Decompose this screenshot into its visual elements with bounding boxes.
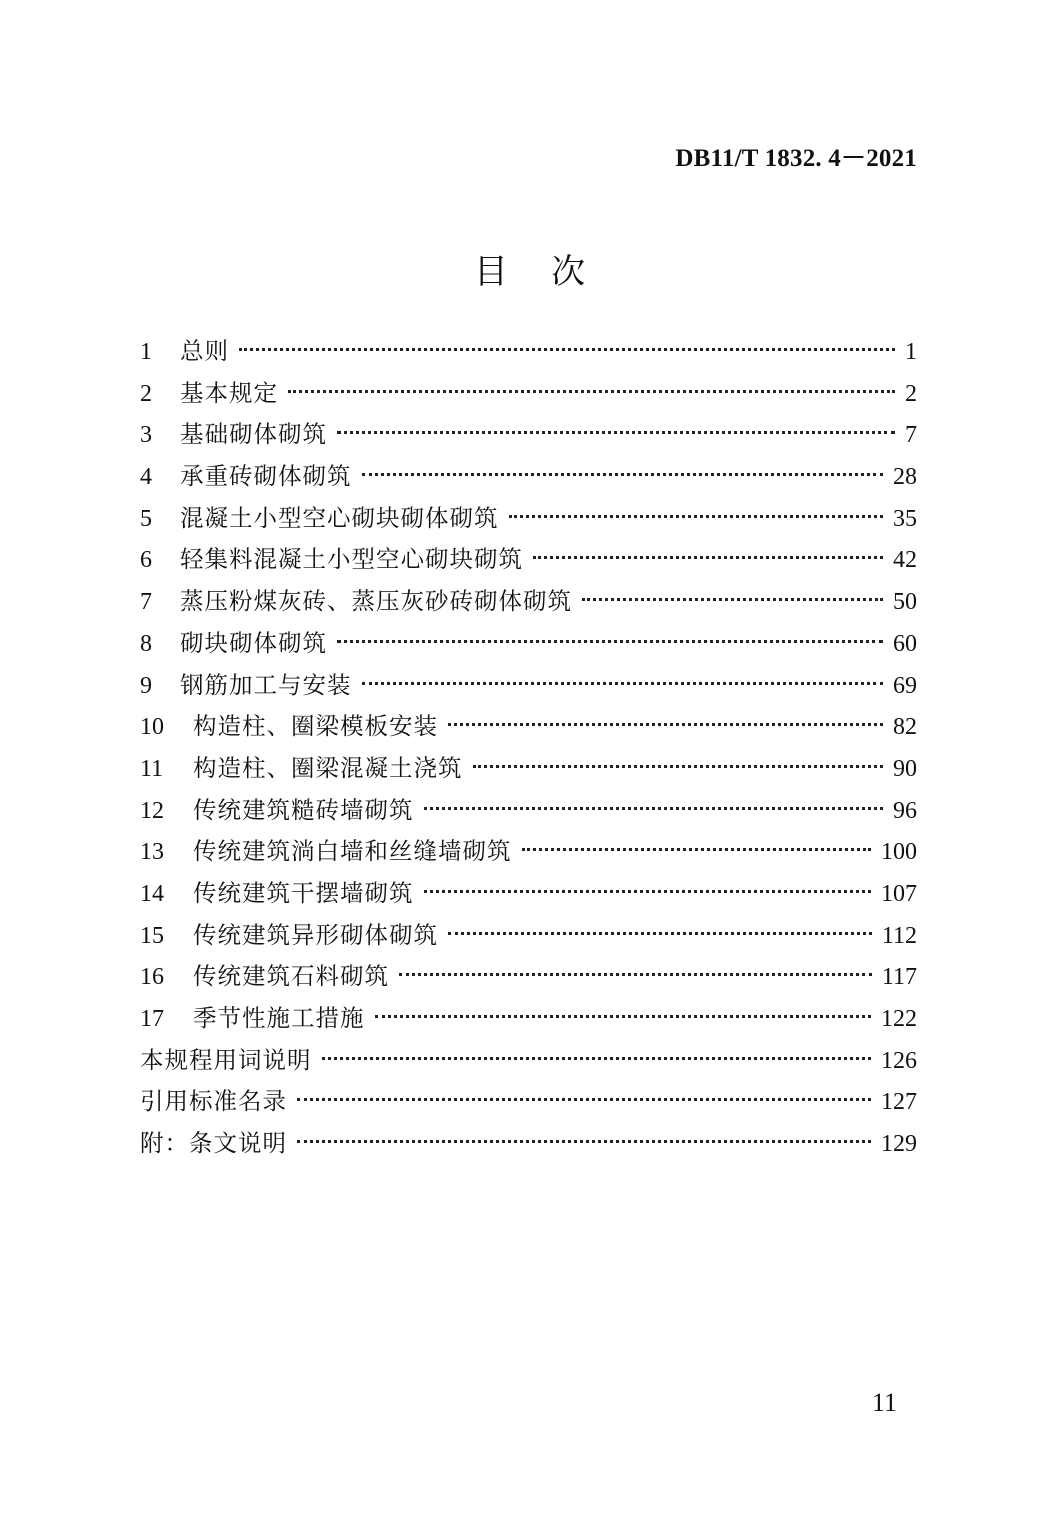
toc-entry-title: 基础砌体砌筑 — [180, 420, 327, 449]
toc-entry[interactable] — [140, 414, 917, 456]
toc-entry-title: 附：条文说明 — [140, 1129, 287, 1158]
toc-entry[interactable] — [140, 498, 917, 540]
dot-leader — [424, 890, 872, 893]
toc-entry-title: 引用标准名录 — [140, 1087, 287, 1116]
toc-entry-page: 69 — [893, 672, 917, 699]
toc-entry[interactable] — [140, 665, 917, 707]
dot-leader — [448, 932, 872, 935]
toc-entry-page: 126 — [881, 1047, 917, 1074]
dot-leader — [582, 598, 883, 601]
toc-entry[interactable] — [140, 456, 917, 498]
dot-leader — [288, 390, 895, 393]
dot-leader — [522, 848, 872, 851]
toc-entry-title: 传统建筑淌白墙和丝缝墙砌筑 — [193, 837, 512, 866]
dot-leader — [297, 1098, 871, 1101]
toc-entry-page: 28 — [893, 464, 917, 491]
toc-entry[interactable] — [140, 539, 917, 581]
dot-leader — [322, 1057, 872, 1060]
toc-entry-page: 122 — [881, 1006, 917, 1032]
toc-entry-title: 传统建筑异形砌体砌筑 — [193, 920, 438, 949]
dot-leader — [337, 640, 883, 643]
toc-entry-number: 5 — [140, 505, 152, 532]
dot-leader — [239, 348, 895, 351]
toc-entry-title: 轻集料混凝土小型空心砌块砌筑 — [180, 545, 523, 574]
toc-entry-number: 3 — [140, 422, 152, 449]
toc-entry-number: 8 — [140, 630, 152, 657]
toc-entry-page: 100 — [881, 839, 917, 866]
dot-leader — [424, 807, 884, 810]
toc-entry-number: 11 — [140, 755, 164, 782]
toc-entry-title: 基本规定 — [180, 378, 278, 407]
toc-entry-page: 35 — [893, 505, 917, 532]
toc-entry-title: 总则 — [180, 337, 229, 365]
toc-entry-page: 90 — [893, 755, 917, 782]
toc-entry-page: 96 — [893, 797, 917, 824]
toc-entry-number: 9 — [140, 672, 152, 699]
dot-leader — [448, 723, 883, 726]
toc-entry-number: 13 — [140, 839, 164, 866]
toc-entry[interactable] — [140, 831, 917, 873]
toc-entry-title: 承重砖砌体砌筑 — [180, 462, 352, 491]
toc-entry-title: 混凝土小型空心砌块砌体砌筑 — [180, 503, 499, 532]
standard-code: DB11/T 1832. 4－2021 — [675, 145, 917, 172]
toc-entry-page: 117 — [881, 964, 917, 991]
toc-entry[interactable] — [140, 1040, 917, 1082]
toc-entry[interactable] — [140, 1123, 917, 1165]
toc-entry[interactable] — [140, 915, 917, 957]
toc-entry-title: 传统建筑石料砌筑 — [193, 962, 389, 991]
toc-entry-page: 112 — [881, 922, 917, 949]
toc-entry-page: 107 — [881, 880, 917, 907]
toc-entry-page: 60 — [893, 630, 917, 657]
toc-entry-page: 2 — [905, 380, 917, 407]
dot-leader — [337, 431, 895, 434]
dot-leader — [362, 473, 884, 476]
toc-entry[interactable] — [140, 331, 917, 373]
toc-entry-number: 1 — [140, 339, 152, 365]
toc-entry-title: 砌块砌体砌筑 — [180, 628, 327, 657]
toc-entry[interactable] — [140, 706, 917, 748]
toc-entry-page: 127 — [881, 1089, 917, 1116]
toc-entry-number: 10 — [140, 714, 164, 741]
toc-entry[interactable] — [140, 873, 917, 915]
page-number: 11 — [871, 1388, 897, 1417]
toc-entry-title: 构造柱、圈梁模板安装 — [193, 712, 438, 741]
toc-entry-number: 12 — [140, 797, 164, 824]
toc-entry-number: 4 — [140, 464, 152, 491]
toc-entry-title: 传统建筑糙砖墙砌筑 — [193, 795, 414, 824]
toc-entry-number: 14 — [140, 880, 164, 907]
table-of-contents — [140, 331, 917, 1165]
toc-entry-title: 构造柱、圈梁混凝土浇筑 — [193, 753, 463, 782]
dot-leader — [473, 765, 884, 768]
toc-entry-number: 16 — [140, 964, 164, 991]
toc-entry-number: 15 — [140, 922, 164, 949]
toc-entry-number: 7 — [140, 589, 152, 616]
toc-entry[interactable] — [140, 748, 917, 790]
toc-entry[interactable] — [140, 790, 917, 832]
dot-leader — [297, 1140, 871, 1143]
toc-entry[interactable] — [140, 581, 917, 623]
toc-entry[interactable] — [140, 956, 917, 998]
toc-entry-title: 蒸压粉煤灰砖、蒸压灰砂砖砌体砌筑 — [180, 587, 572, 616]
dot-leader — [533, 556, 883, 559]
toc-entry[interactable] — [140, 998, 917, 1040]
toc-entry-page: 1 — [905, 339, 917, 365]
dot-leader — [375, 1015, 872, 1018]
toc-entry[interactable] — [140, 623, 917, 665]
toc-entry[interactable] — [140, 1081, 917, 1123]
toc-title: 目 次 — [473, 252, 586, 292]
toc-entry-number: 2 — [140, 380, 152, 407]
toc-entry-page: 50 — [893, 589, 917, 616]
toc-entry-title: 季节性施工措施 — [193, 1004, 365, 1032]
toc-entry[interactable] — [140, 373, 917, 415]
toc-entry-title: 传统建筑干摆墙砌筑 — [193, 878, 414, 907]
toc-entry-title: 钢筋加工与安装 — [180, 670, 352, 699]
dot-leader — [362, 682, 884, 685]
dot-leader — [509, 515, 884, 518]
toc-entry-page: 7 — [905, 422, 917, 449]
toc-entry-title: 本规程用词说明 — [140, 1045, 312, 1074]
toc-entry-page: 82 — [893, 714, 917, 741]
toc-entry-page: 129 — [881, 1131, 917, 1158]
toc-entry-number: 6 — [140, 547, 152, 574]
dot-leader — [399, 973, 872, 976]
toc-entry-page: 42 — [893, 547, 917, 574]
toc-entry-number: 17 — [140, 1006, 164, 1032]
